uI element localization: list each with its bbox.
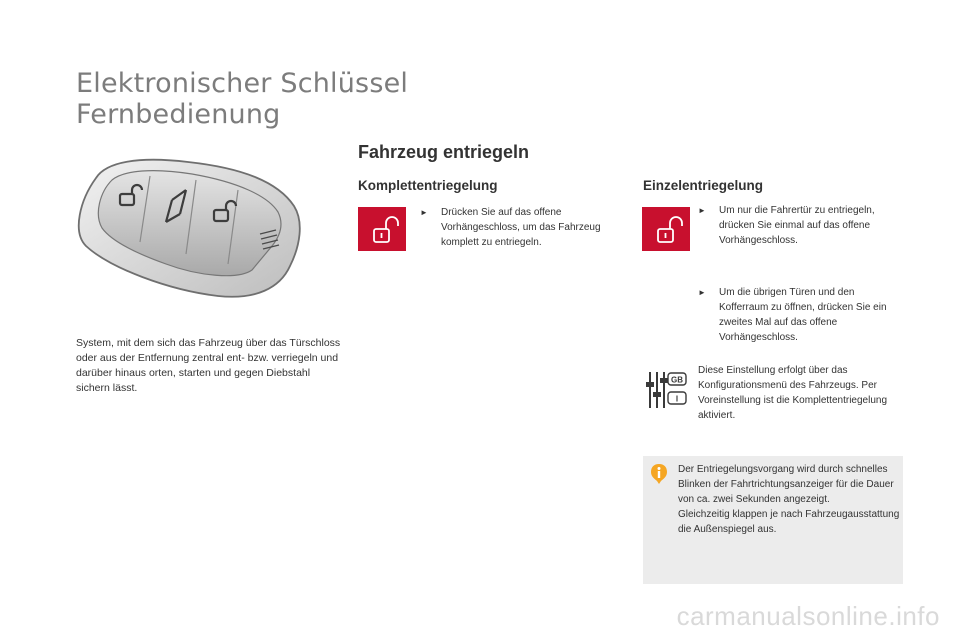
info-text	[678, 462, 900, 537]
unlock-button-illustration	[358, 207, 406, 251]
settings-menu-icon	[644, 370, 688, 410]
single-unlock-heading: Einzelentriegelung	[643, 178, 764, 193]
page-title-line1: Elektronischer Schlüssel	[76, 68, 409, 99]
step-bullet-icon: ►	[698, 206, 706, 215]
open-padlock-icon	[358, 207, 406, 251]
info-line-2: Gleichzeitig klappen je nach Fahrzeugausstattung die Außenspiegel aus.	[678, 509, 900, 535]
single-unlock-button-illustration	[642, 207, 690, 251]
single-unlock-step-2-text: Um die übrigen Türen und den Kofferraum zu öffnen, drücken Sie ein zweites Mal auf das offene Vorhängeschloss.	[719, 287, 887, 343]
info-icon	[650, 463, 668, 485]
single-unlock-step-1	[698, 203, 898, 248]
single-unlock-step-2	[698, 285, 898, 345]
step-bullet-icon: ►	[698, 288, 706, 297]
settings-badge-bottom: I	[675, 394, 679, 404]
intro-text: System, mit dem sich das Fahrzeug über das Türschloss oder aus der Entfernung zentral ent- bzw. verriegeln und darüber hinaus orten, starten und gegen Diebstahl sichern lässt.	[76, 337, 341, 394]
single-unlock-step-1-text: Um nur die Fahrertür zu entriegeln, drücken Sie einmal auf das offene Vorhängeschloss.	[719, 205, 875, 246]
open-padlock-icon	[642, 207, 690, 251]
page-title	[76, 68, 408, 130]
page-title-line2: Fernbedienung	[76, 99, 281, 130]
full-unlock-heading: Komplettentriegelung	[358, 178, 498, 193]
key-fob-illustration	[68, 150, 308, 305]
settings-badge-top: GB	[671, 375, 683, 385]
step-bullet-icon: ►	[420, 208, 428, 217]
footer-watermark: carmanualsonline.info	[676, 601, 940, 631]
full-unlock-step-text: Drücken Sie auf das offene Vorhängeschloss, um das Fahrzeug komplett zu entriegeln.	[441, 207, 601, 248]
settings-note: Diese Einstellung erfolgt über das Konfigurationsmenü des Fahrzeugs. Per Voreinstellung ist die Komplettentriegelung aktiviert.	[698, 365, 888, 421]
full-unlock-step	[420, 205, 620, 250]
info-line-1: Der Entriegelungsvorgang wird durch schnelles Blinken der Fahrtrichtungsanzeiger für die Dauer von ca. zwei Sekunden angezeigt.	[678, 464, 894, 505]
info-box	[643, 456, 903, 584]
section-heading: Fahrzeug entriegeln	[358, 142, 530, 162]
